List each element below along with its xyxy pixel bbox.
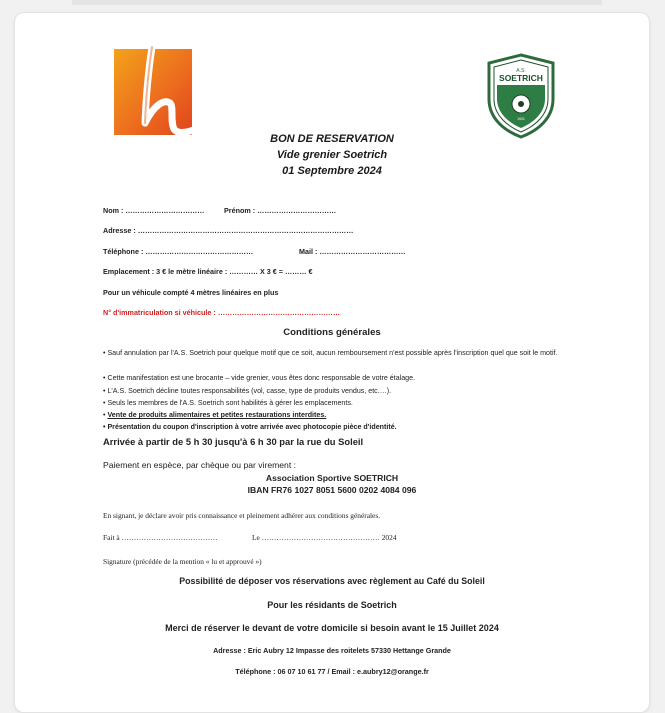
declaration-signature: Signature (précédée de la mention « lu et approuvé ») (103, 557, 262, 566)
vehicle-note: Pour un véhicule compté 4 mètres linéaires en plus (103, 288, 279, 297)
crest-initials: A.S. (516, 68, 526, 74)
condition-item: • Cette manifestation est une brocante – vide grenier, vous êtes donc responsable de votre étalage. (103, 374, 416, 382)
declaration-text: En signant, je déclare avoir pris connaissance et pleinement adhérer aux conditions générales. (103, 511, 381, 520)
condition-item (103, 411, 326, 419)
contact-address: Adresse : Eric Aubry 12 Impasse des roitelets 57330 Hettange Grande (213, 646, 451, 655)
declaration-le: Le ………………………………………… 2024 (252, 533, 397, 542)
field-adresse: Adresse : ……………………………………………………………………………… (103, 226, 354, 235)
residents-note: Pour les résidants de Soetrich (267, 600, 397, 610)
field-immatriculation: N° d'immatriculation si véhicule : …………………………………………… (103, 308, 341, 317)
field-emplacement: Emplacement : 3 € le mètre linéaire : ………… X 3 € = ……… € (103, 267, 313, 276)
reserve-note: Merci de réserver le devant de votre domicile si besoin avant le 15 Juillet 2024 (165, 623, 499, 633)
field-mail: Mail : ……………………………… (299, 247, 406, 256)
contact-phone-email: Téléphone : 06 07 10 61 77 / Email : e.aubry12@orange.fr (235, 667, 429, 676)
conditions-title: Conditions générales (283, 327, 381, 338)
condition-item: • L'A.S. Soetrich décline toutes responsabilités (vol, casse, type de produits vendus, etc.…). (103, 387, 392, 395)
field-nom: Nom : …………………………… (103, 206, 205, 215)
club-crest (485, 53, 557, 139)
field-telephone: Téléphone : ……………………………………… (103, 247, 254, 256)
condition-item: • Seuls les membres de l'A.S. Soetrich sont habilités à gérer les emplacements. (103, 399, 353, 407)
document-date: 01 Septembre 2024 (282, 165, 382, 177)
payment-association: Association Sportive SOETRICH (265, 473, 399, 483)
condition-item: • Sauf annulation par l'A.S. Soetrich pour quelque motif que ce soit, aucun remboursement n'est possible après l'inscription quel que soit le motif. (103, 349, 558, 357)
document-page (14, 12, 650, 713)
field-prenom: Prénom : …………………………… (224, 206, 337, 215)
crest-year: 1921 (517, 117, 525, 121)
bullet-mark: • (103, 411, 106, 419)
declaration-fait: Fait à ………………………………… (103, 533, 218, 542)
condition-item-coupon: • Présentation du coupon d'inscription à votre arrivée avec photocopie pièce d'identité. (103, 423, 397, 431)
crest-name: SOETRICH (499, 73, 543, 83)
condition-food: Vente de produits alimentaires et petites restaurations interdites. (107, 411, 327, 419)
municipal-logo (112, 43, 212, 145)
cafe-note: Possibilité de déposer vos réservations avec règlement au Café du Soleil (179, 576, 485, 586)
payment-iban: IBAN FR76 1027 8051 5600 0202 4084 096 (247, 485, 417, 495)
document-subtitle: Vide grenier Soetrich (276, 149, 388, 161)
payment-methods: Paiement en espèce, par chèque ou par virement : (103, 460, 296, 470)
document-title: BON DE RESERVATION (270, 133, 394, 145)
arrival-time: Arrivée à partir de 5 h 30 jusqu'à 6 h 30 par la rue du Soleil (103, 436, 364, 447)
top-bar (72, 0, 602, 5)
